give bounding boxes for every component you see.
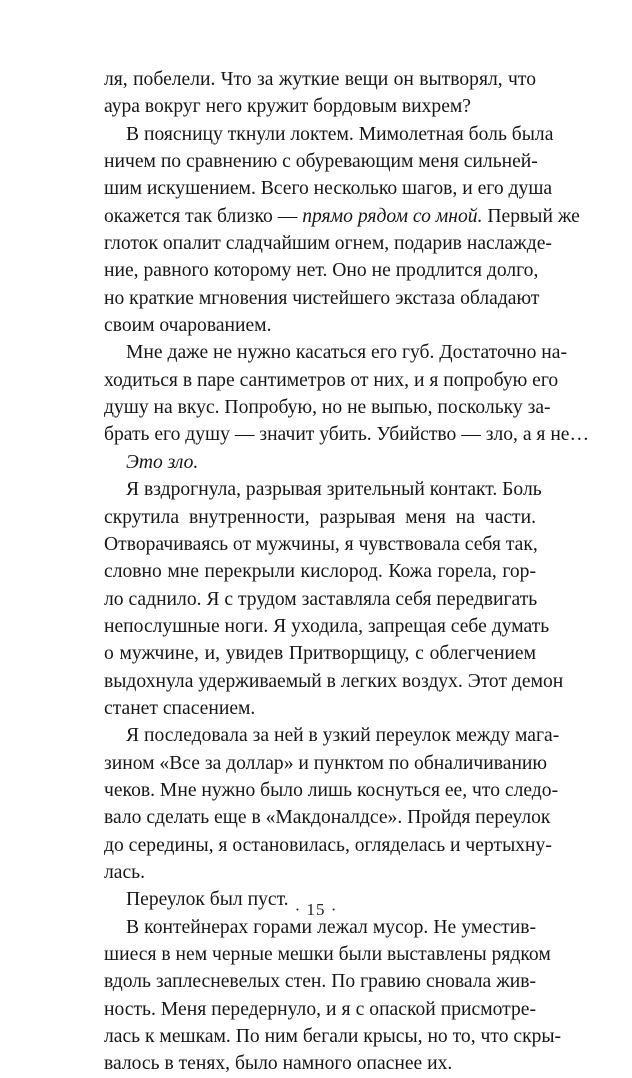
text-span: до середины, я остановилась, огляделась и чертыхну-: [104, 834, 552, 856]
text-line: [104, 449, 536, 476]
text-line: [104, 421, 590, 448]
text-line: [104, 640, 536, 667]
text-line: [104, 722, 560, 749]
text-line: [104, 504, 536, 531]
text-block: [104, 66, 590, 1078]
text-span: ность. Меня передернуло, и я с опаской присмотре-: [104, 998, 536, 1020]
text-span: душу на вкус. Попробую, но не выпью, поскольку за-: [104, 397, 551, 419]
text-line: [104, 668, 564, 695]
text-span: брать его душу — значит убить. Убийство — зло, а я не…: [104, 424, 590, 446]
italic-text: Это зло.: [126, 451, 199, 473]
text-span: ло саднило. Я с трудом заставляла себя передвигать: [104, 588, 538, 610]
text-span: вало сделать еще в «Макдоналдсе». Пройдя переулок: [104, 807, 551, 829]
text-span: лась.: [104, 861, 146, 883]
text-line: [104, 586, 536, 613]
text-span: непослушные ноги. Я уходила, запрещая себе думать: [104, 615, 550, 637]
text-span: глоток опалит сладчайшим огнем, подарив наслажде-: [104, 233, 552, 255]
text-span: Первый же: [482, 205, 580, 227]
text-line: [104, 531, 536, 558]
text-span: ние, равного которому нет. Оно не продлится долго,: [104, 260, 539, 282]
text-span: но краткие мгновения чистейшего экстаза обладают: [104, 287, 540, 309]
text-span: Мне даже не нужно касаться его губ. Достаточно на-: [126, 342, 567, 364]
text-line: [104, 312, 536, 339]
text-span: В поясницу ткнули локтем. Мимолетная боль была: [126, 123, 554, 145]
text-span: Переулок был пуст.: [126, 889, 289, 911]
text-line: [104, 750, 548, 777]
text-line: [104, 394, 551, 421]
text-span: Отворачиваясь от мужчины, я чувствовала себя так,: [104, 533, 538, 555]
text-line: [104, 1023, 562, 1050]
text-span: ходиться в паре сантиметров от них, и я попробую его: [104, 369, 559, 391]
text-span: чеков. Мне нужно было лишь коснуться ее, что следо-: [104, 779, 559, 801]
text-span: шим искушением. Всего несколько шагов, и его душа: [104, 178, 553, 200]
text-line: [104, 558, 536, 585]
text-span: вдоль заплесневелых стен. По гравию сновала жив-: [104, 971, 536, 993]
text-span: станет спасением.: [104, 697, 256, 719]
text-line: [104, 695, 536, 722]
text-span: ля, побелели. Что за жуткие вещи он вытворял, что: [104, 69, 536, 90]
text-line: [104, 968, 536, 995]
text-line: [104, 832, 552, 859]
text-span: Я последовала за ней в узкий переулок между мага-: [126, 725, 560, 747]
text-line: [104, 777, 559, 804]
text-span: валось в тенях, было намного опаснее их.: [104, 1053, 453, 1075]
text-line: [104, 175, 553, 202]
italic-text: прямо рядом со мной.: [302, 205, 483, 227]
text-line: [104, 148, 536, 175]
text-line: [104, 613, 550, 640]
text-span: скрутила внутренности, разрывая меня на части.: [104, 506, 536, 528]
text-span: лась к мешкам. По ним бегали крысы, но то, что скры-: [104, 1026, 562, 1048]
page-number: · 15 ·: [294, 900, 338, 919]
text-line: [104, 941, 551, 968]
text-line: [104, 230, 552, 257]
text-line: [104, 257, 539, 284]
text-line: [104, 203, 580, 230]
text-line: [104, 1050, 536, 1077]
text-span: своим очарованием.: [104, 315, 272, 337]
text-span: шиеся в нем черные мешки были выставлены рядком: [104, 944, 551, 965]
text-span: словно мне перекрыли кислород. Кожа горела, гор-: [104, 561, 536, 583]
text-line: [104, 804, 551, 831]
text-span: В контейнерах горами лежал мусор. Не уместив-: [126, 916, 536, 938]
text-span: аура вокруг него кружит бордовым вихрем?: [104, 96, 472, 118]
text-span: окажется так близко —: [104, 205, 303, 227]
text-span: ничем по сравнению с обуревающим меня сильней-: [104, 151, 538, 173]
text-line: [104, 339, 567, 366]
text-span: Я вздрогнула, разрывая зрительный контакт. Боль: [126, 479, 542, 501]
text-span: о мужчине, и, увидев Притворщицу, с облегчением: [104, 643, 536, 665]
text-span: выдохнула удерживаемый в легких воздух. Этот демон: [104, 670, 564, 692]
text-span: зином «Все за доллар» и пунктом по обналичиванию: [104, 752, 548, 774]
text-line: [104, 285, 540, 312]
text-line: [104, 121, 554, 148]
text-line: [104, 367, 559, 394]
text-line: [104, 66, 536, 93]
text-line: [104, 476, 542, 503]
text-line: [104, 93, 536, 120]
text-line: [104, 859, 536, 886]
